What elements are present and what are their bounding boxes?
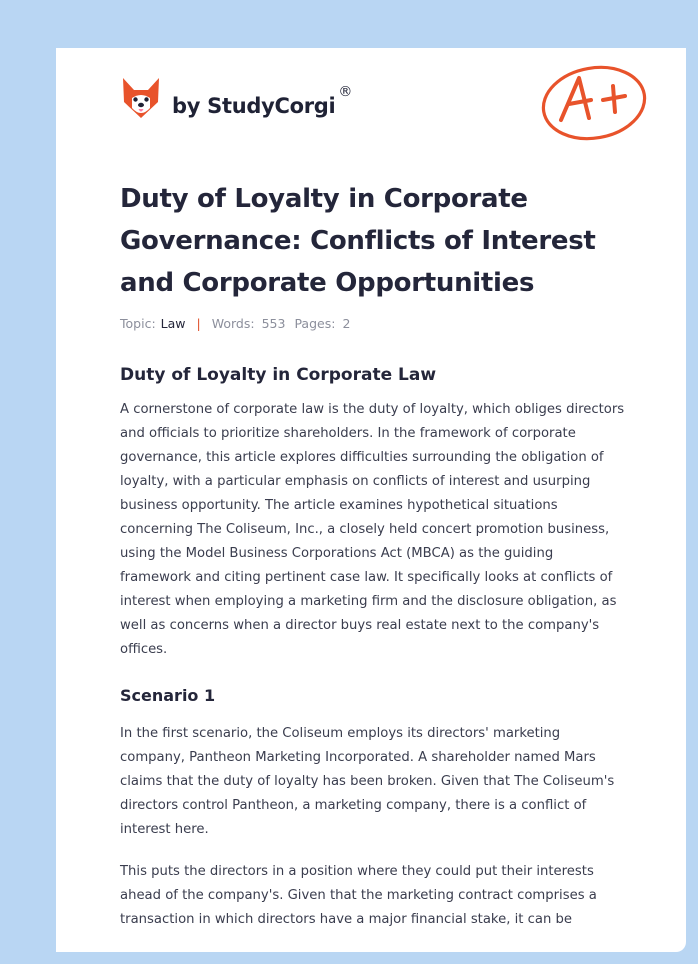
scenario-heading: Scenario 1 bbox=[120, 686, 216, 705]
topic-link[interactable]: Law bbox=[160, 316, 186, 331]
words-label: Words: bbox=[211, 316, 255, 331]
article bbox=[120, 178, 626, 932]
article-title: Duty of Loyalty in Corporate Governance: Conflicts of Interest and Corporate Opportunities bbox=[120, 184, 596, 298]
pages-count: 2 bbox=[342, 316, 351, 331]
intro-paragraph: A cornerstone of corporate law is the duty of loyalty, which obliges directors and officials to prioritize shareholders. In the framework of corporate governance, this article explores difficulties surrounding the obligation of loyalty, with a particular emphasis on conflicts of interest and usurping business opportunity. The article examines hypothetical situations concerning The Coliseum, Inc., a closely held concert promotion business, using the Model Business Corporations Act (MBCA) as the guiding framework and citing pertinent case law. It specifically looks at conflicts of interest when employing a marketing firm and the disclosure obligation, as well as concerns when a director buys real estate next to the company's offices. bbox=[120, 402, 625, 657]
a-plus-grade-icon bbox=[539, 60, 651, 142]
words-count: 553 bbox=[261, 316, 286, 331]
section-heading: Duty of Loyalty in Corporate Law bbox=[120, 365, 437, 385]
scenario-paragraph-1: In the first scenario, the Coliseum employs its directors' marketing company, Pantheon Marketing Incorporated. A shareholder named Mars claims that the duty of loyalty has been broken. Given that The Coliseum's directors control Pantheon, a marketing company, there is a conflict of interest here. bbox=[120, 726, 615, 837]
studycorgi-logo[interactable] bbox=[120, 76, 352, 122]
document-page bbox=[56, 48, 686, 952]
brand-name: by StudyCorgi® bbox=[172, 84, 353, 118]
scenario-paragraph-2: This puts the directors in a position where they could put their interests ahead of the company's. Given that the marketing contract comprises a transaction in which directors have a major financial stake, it can be bbox=[120, 864, 597, 927]
header bbox=[120, 76, 650, 146]
topic-label: Topic: bbox=[120, 316, 156, 331]
meta-separator: | bbox=[196, 316, 201, 331]
article-meta bbox=[120, 316, 626, 331]
pages-label: Pages: bbox=[294, 316, 336, 331]
registered-mark: ® bbox=[338, 84, 353, 100]
corgi-logo-icon bbox=[120, 76, 162, 122]
